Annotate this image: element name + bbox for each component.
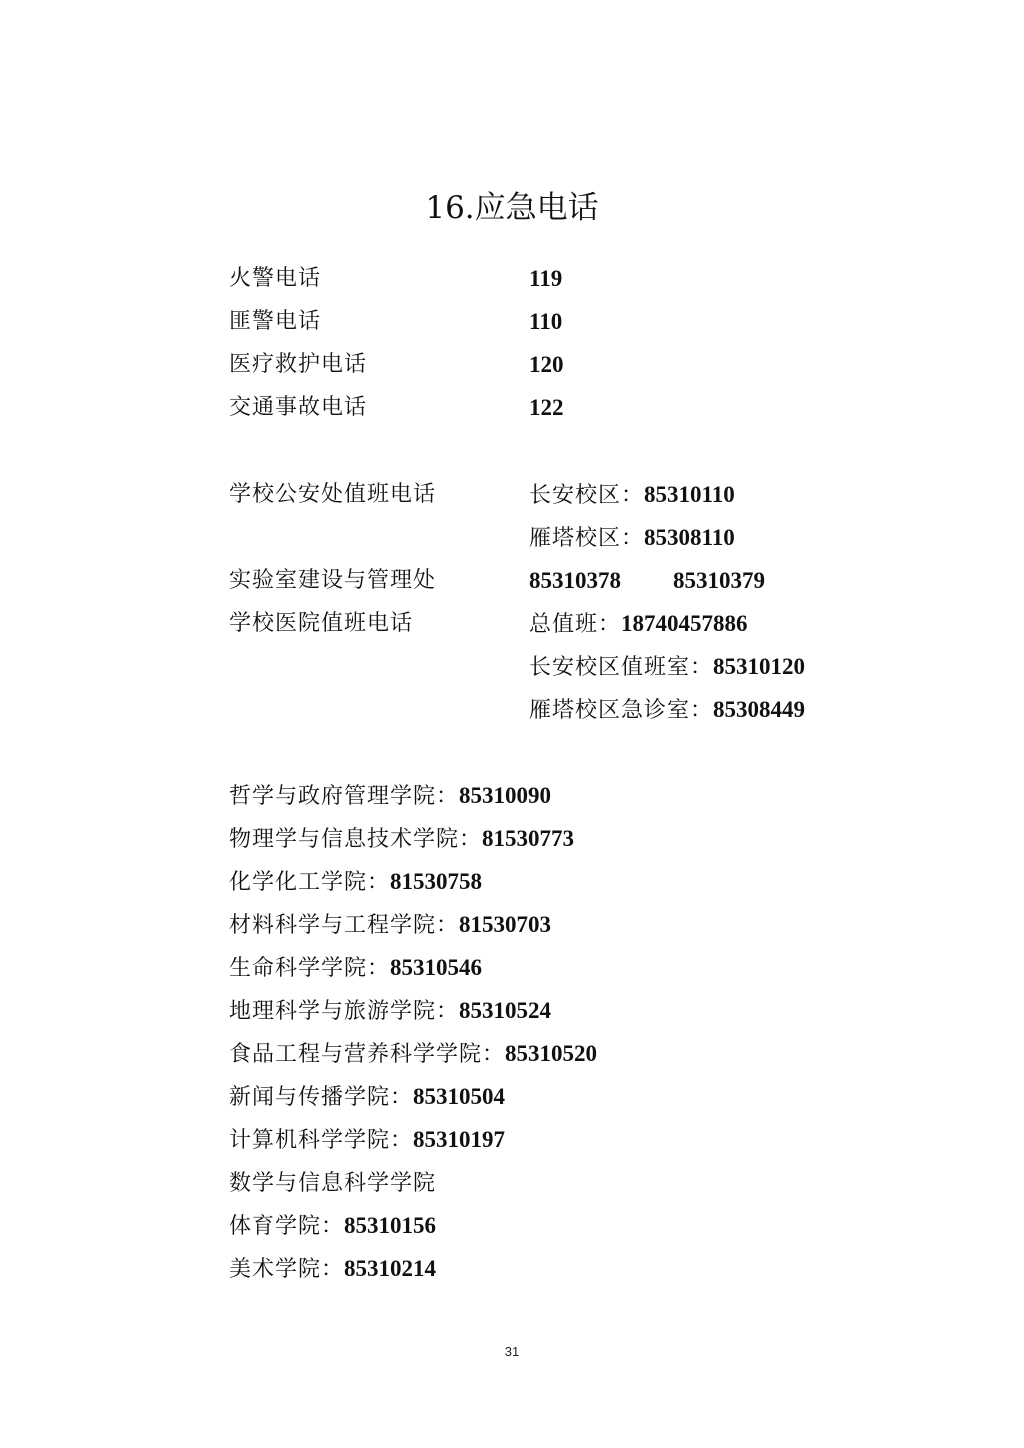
hospital-row-2 [0,645,1024,688]
college-number: 81530773 [482,826,575,851]
college-name: 生命科学学院： [229,956,391,981]
lab-number-1: 85310378 [529,568,621,593]
college-row [229,1247,436,1290]
hospital-line-yanta [529,688,805,732]
college-name: 哲学与政府管理学院： [229,784,460,809]
college-name: 食品工程与营养科学学院： [229,1042,506,1067]
security-label: 学校公安处值班电话 [229,482,437,507]
college-row [229,903,551,946]
college-name: 地理科学与旅游学院： [229,999,460,1024]
page-title: 16.应急电话 [425,190,599,226]
lab-number-2: 85310379 [673,568,765,593]
phone-number: 85308449 [713,697,806,722]
college-name: 计算机科学学院： [229,1128,414,1153]
hospital-label: 学校医院值班电话 [229,611,414,636]
page-number: 31 [504,1344,520,1359]
emergency-number: 120 [529,352,564,377]
college-name: 材料科学与工程学院： [229,913,460,938]
phone-number: 18740457886 [621,611,748,636]
emergency-number: 119 [529,266,563,291]
campus-label: 雁塔校区： [529,526,645,551]
emergency-row-traffic [0,386,1024,429]
college-name: 美术学院： [229,1257,345,1282]
college-name: 新闻与传播学院： [229,1085,414,1110]
security-line-changan [529,473,735,517]
college-number: 85310156 [344,1213,437,1238]
emergency-number: 110 [529,309,563,334]
emergency-label: 匪警电话 [229,309,322,334]
college-number: 85310520 [505,1041,598,1066]
campus-label: 长安校区： [529,483,645,508]
hospital-line-label: 长安校区值班室： [529,655,714,680]
hospital-line-label: 雁塔校区急诊室： [529,698,714,723]
college-name: 体育学院： [229,1214,345,1239]
phone-number: 85308110 [644,525,735,550]
college-number: 85310197 [413,1127,506,1152]
college-row [229,774,551,817]
emergency-label: 交通事故电话 [229,395,368,420]
security-line-yanta [529,516,735,560]
emergency-label: 火警电话 [229,266,322,291]
college-number: 81530758 [390,869,483,894]
college-row [229,1075,505,1118]
security-row [0,473,1024,516]
hospital-row-3 [0,688,1024,731]
college-number: 85310090 [459,783,552,808]
lab-row [0,559,1024,602]
college-number: 85310214 [344,1256,437,1281]
college-number: 85310524 [459,998,552,1023]
hospital-line-label: 总值班： [529,612,622,637]
emergency-row-fire [0,257,1024,300]
college-number: 85310546 [390,955,483,980]
college-number: 85310504 [413,1084,506,1109]
emergency-number: 122 [529,395,564,420]
emergency-row-medical [0,343,1024,386]
college-number: 81530703 [459,912,552,937]
college-row [229,1118,505,1161]
security-row-2 [0,516,1024,559]
college-row [229,989,551,1032]
college-row [229,1032,597,1075]
lab-label: 实验室建设与管理处 [229,568,437,593]
college-row [229,946,482,989]
hospital-line-changan [529,645,805,689]
emergency-row-police [0,300,1024,343]
college-row [229,1204,436,1247]
emergency-label: 医疗救护电话 [229,352,368,377]
phone-number: 85310110 [644,482,735,507]
college-row [229,1161,436,1204]
college-row [229,817,574,860]
hospital-row [0,602,1024,645]
college-name: 数学与信息科学学院 [229,1171,437,1196]
college-name: 化学化工学院： [229,870,391,895]
college-row [229,860,482,903]
hospital-line-main [529,602,748,646]
phone-number: 85310120 [713,654,806,679]
college-name: 物理学与信息技术学院： [229,827,483,852]
